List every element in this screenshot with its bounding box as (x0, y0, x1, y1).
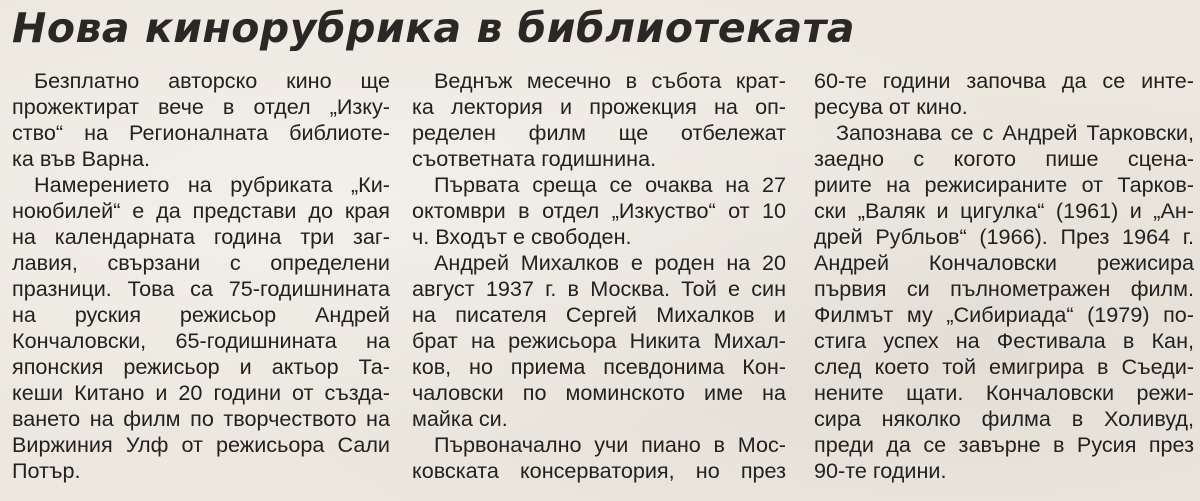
text-line: сира няколко филма в Холивуд, (814, 406, 1194, 431)
text-line: риите на режисираните от Тарков- (814, 172, 1194, 197)
text-line: Запознава се с Андрей Тарковски, (836, 120, 1194, 145)
text-line: ка лектория и прожекция на оп- (412, 94, 786, 119)
text-line: лавия, свързани с определени (12, 250, 390, 275)
text-line: Веднъж месечно в събота крат- (434, 68, 786, 93)
text-line: Филмът му „Сибириада“ (1979) по- (814, 302, 1194, 327)
text-line: ковската консерватория, но през (412, 458, 786, 483)
text-line: нените щати. Кончаловски режи- (814, 380, 1194, 405)
text-line: ването на филм по творчеството на (12, 406, 390, 431)
text-line: заедно с когото пише сцена- (814, 146, 1194, 171)
text-line: на руския режисьор Андрей (12, 302, 390, 327)
article-column-2 (412, 68, 786, 484)
article-headline: Нова кинорубрика в библиотеката (12, 4, 856, 52)
text-line: Кончаловски, 65-годишнината на (12, 328, 390, 353)
text-line: ч. Входът е свободен. (412, 224, 632, 249)
text-line: преди да се завърне в Русия през (814, 432, 1194, 457)
text-line: август 1937 г. в Москва. Той е син (412, 276, 786, 301)
article-column-3 (814, 68, 1194, 484)
text-line: дрей Рубльов“ (1966). През 1964 г. (814, 224, 1194, 249)
text-line: след което той емигрира в Съеди- (814, 354, 1194, 379)
text-line: Потър. (12, 458, 81, 483)
text-line: ски „Валяк и цигулка“ (1961) и „Ан- (814, 198, 1194, 223)
text-line: ков, но приема псевдонима Кон- (412, 354, 786, 379)
text-line: брат на режисьора Никита Михал- (412, 328, 786, 353)
text-line: ка във Варна. (12, 146, 151, 171)
text-line: ресува от кино. (814, 94, 968, 119)
text-line: майка си. (412, 406, 508, 431)
text-line: на писателя Сергей Михалков и (412, 302, 786, 327)
article-column-1 (12, 68, 390, 484)
text-line: 90-те години. (814, 458, 947, 483)
text-line: октомври в отдел „Изкуство“ от 10 (412, 198, 786, 223)
text-line: ноюбилей“ е да представи до края (12, 198, 390, 223)
text-line: на календарната година три заг- (12, 224, 390, 249)
text-line: чаловски по моминското име на (412, 380, 786, 405)
text-line: Безплатно авторско кино ще (34, 68, 390, 93)
text-line: прожектират вече в отдел „Изку- (12, 94, 390, 119)
text-line: японския режисьор и актьор Та- (12, 354, 390, 379)
text-line: 60-те години започва да се инте- (814, 68, 1194, 93)
text-line: Андрей Михалков е роден на 20 (434, 250, 786, 275)
text-line: ство“ на Регионалната библиоте- (12, 120, 390, 145)
text-line: съответната годишнина. (412, 146, 657, 171)
text-line: Намерението на рубриката „Ки- (34, 172, 390, 197)
text-line: кеши Китано и 20 години от създа- (12, 380, 390, 405)
text-line: първия си пълнометражен филм. (814, 276, 1194, 301)
text-line: Виржиния Улф от режисьора Сали (12, 432, 390, 457)
text-line: Първата среща се очаква на 27 (434, 172, 786, 197)
text-line: Първоначално учи пиано в Мос- (434, 432, 786, 457)
text-line: стига успех на Фестивала в Кан, (814, 328, 1194, 353)
text-line: ределен филм ще отбележат (412, 120, 786, 145)
text-line: Андрей Кончаловски режисира (814, 250, 1194, 275)
text-line: празници. Това са 75-годишнината (12, 276, 390, 301)
